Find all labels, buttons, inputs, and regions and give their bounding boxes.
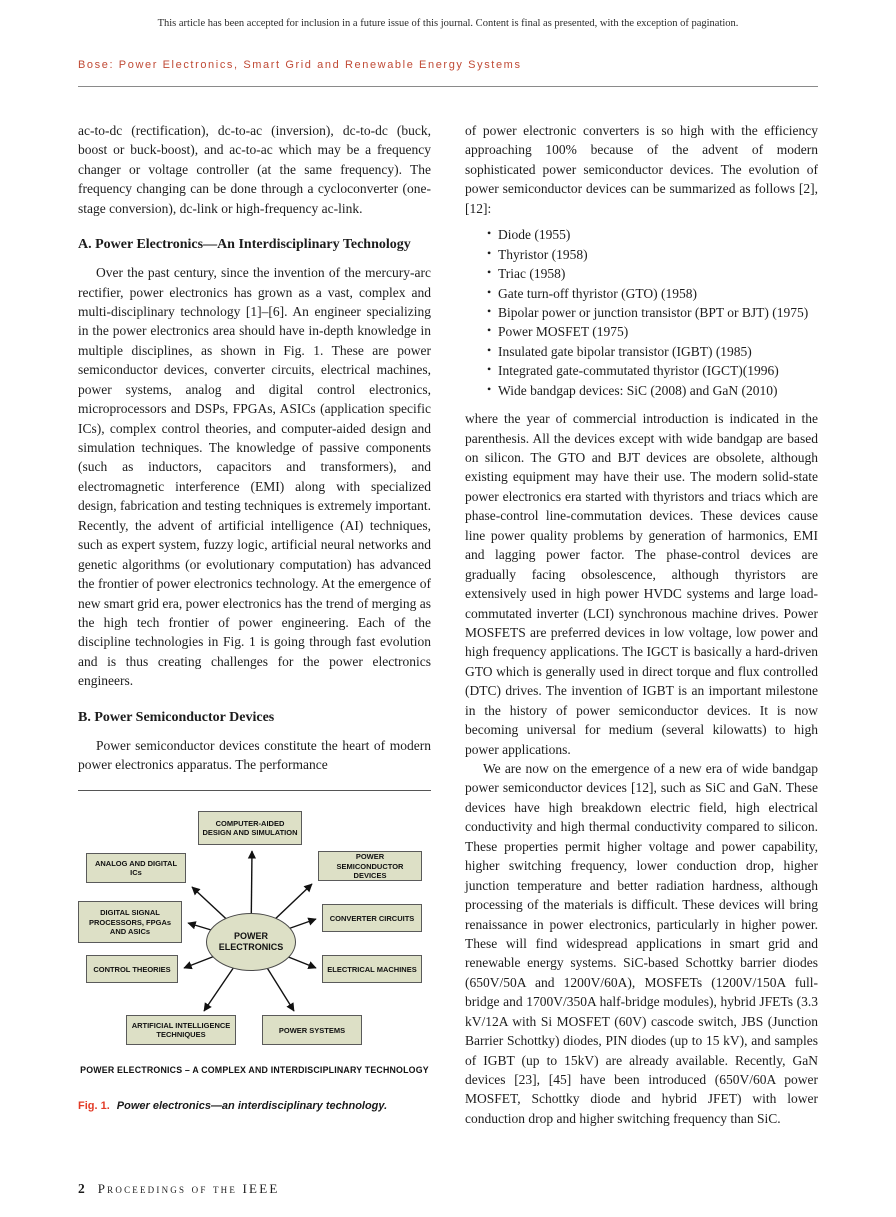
figure-top-rule [78,790,431,791]
node-dsp-fpga-asic: DIGITAL SIGNAL PROCESSORS, FPGAs AND ASICs [78,901,182,943]
acceptance-notice: This article has been accepted for inclusion in a future issue of this journal. Content is final as presented, with the exception of pagination. [157,18,739,29]
node-artificial-intelligence: ARTIFICIAL INTELLIGENCE TECHNIQUES [126,1015,236,1045]
node-power-semiconductor-devices: POWER SEMICONDUCTOR DEVICES [318,851,422,881]
node-control-theories: CONTROL THEORIES [86,955,178,983]
section-b-heading: B. Power Semiconductor Devices [78,709,275,725]
device-evolution-list [487,225,818,400]
list-item-igbt: • Insulated gate bipolar transistor (IGBT) (1985) [487,342,818,361]
intro-paragraph: ac-to-dc (rectification), dc-to-ac (inversion), dc-to-dc (buck, boost or buck-boost), and ac-to-ac which may be a frequency changer or voltage controller (at the same frequency). The frequency changing can be done through a cycloconverter (one-stage conversion), dc-link or high-frequency ac-link. [78,123,431,216]
interdisciplinary-diagram [78,811,431,1051]
page-footer [78,1181,279,1197]
list-item-bjt: • Bipolar power or junction transistor (BPT or BJT) (1975) [487,303,818,322]
list-item-mosfet: • Power MOSFET (1975) [487,322,818,341]
figure-caption-text: Power electronics—an interdisciplinary technology. [116,1100,388,1113]
node-analog-digital-ics: ANALOG AND DIGITAL ICs [86,853,186,883]
node-power-systems: POWER SYSTEMS [262,1015,362,1045]
running-head: Bose: Power Electronics, Smart Grid and Renewable Energy Systems [78,59,522,71]
section-a-heading: A. Power Electronics—An Interdisciplinary Technology [78,237,411,253]
figure-caption [78,1099,431,1115]
node-power-electronics-center: POWER ELECTRONICS [206,913,296,971]
section-a-paragraph: Over the past century, since the invention of the mercury-arc rectifier, power electronics has grown as a vast, complex and multi-disciplinary technology [1]–[6]. An engineer specializing in the power electronics area should have in-depth knowledge in multiple disciplines, as shown in Fig. 1. These are power semiconductor devices, converter circuits, electrical machines, power systems, analog and digital control electronics, microprocessors and DSPs, FPGAs, ASICs (application specific ICs), complex control theories, and computer-aided design and simulation techniques. The knowledge of passive components (such as inductors, capacitors and transformers), and electromagnetic interference (EMI) along with specialized design, fabrication and testing techniques is extremely important. Recently, the advent of artificial intelligence (AI) techniques, such as expert system, fuzzy logic, artificial neural networks and genetic algorithms (or evolutionary computation) has advanced the frontier of power electronics technology. At the emergence of new smart grid era, power electronics has the trend of merging as the high tech frontier of power engineering. Each of the discipline technologies in Fig. 1 is going through fast evolution and is thus creating challenges for the power electronics engineers. [78,265,431,689]
list-item-thyristor: • Thyristor (1958) [487,245,818,264]
figure-1 [78,790,431,1114]
section-b-paragraph: Power semiconductor devices constitute the heart of modern power electronics apparatus. The performance [78,737,431,773]
node-electrical-machines: ELECTRICAL MACHINES [322,955,422,983]
header-rule [78,86,818,87]
figure-caption-label: Fig. 1. [78,1100,110,1113]
node-converter-circuits: CONVERTER CIRCUITS [322,904,422,932]
list-item-gto: • Gate turn-off thyristor (GTO) (1958) [487,284,818,303]
list-item-igct: • Integrated gate-commutated thyristor (IGCT)(1996) [487,361,818,380]
figure-banner-text: POWER ELECTRONICS – A COMPLEX AND INTERDISCIPLINARY TECHNOLOGY [80,1065,429,1076]
wide-bandgap-paragraph: We are now on the emergence of a new era of wide bandgap power semiconductor devices [12], such as SiC and GaN. These devices have high breakdown electric field, high electrical conductivity and high thermal conductivity compared to silicon. These properties permit higher voltage and power capability, higher switching frequency, lower conduction drop, higher junction temperature and better radiation hardness, although processing of the materials is difficult. These devices will bring renaissance in power electronics, particularly in higher power. These will find widespread applications in smart grid and renewable energy systems. SiC-based Schottky barrier diodes (650V/50A and 1200V/60A), MOSFETs (1200V/150A full-bridge and 1700V/350A half-bridge modules), hybrid JFETs (3.3 kV/12A with Si MOSFET (60V) cascode switch, JBS (Junction Barrier Schottky) diodes, PIN diodes (up to 15 kV), and samples of IGBT (up to 15kV) are already available. Recently, GaN devices [23], [45] have been introduced (650V/60A power MOSFET, Schottky diode and hybrid JFET) with lower conduction drop and higher switching frequency than SiC. [465,761,818,1126]
right-column [465,121,818,1128]
node-computer-aided-design: COMPUTER-AIDED DESIGN AND SIMULATION [198,811,302,845]
list-item-triac: • Triac (1958) [487,264,818,283]
device-history-paragraph: where the year of commercial introduction is indicated in the parenthesis. All the devices except with wide bandgap are based on silicon. The GTO and BJT devices are obsolete, although existing equipment may have their use. The modern solid-state power electronics era started with thyristors and triacs which are phase-control line-commutation devices. These devices cause line power quality problems by generation of harmonics, EMI and lagging power factor. The phase-control devices are gradually facing obsolescence, although thyristors are extensively used in high power HVDC systems and large load-commutated inverter (LCI) synchronous machine drives. Power MOSFETS are preferred devices in low voltage, low power and high frequency applications. The IGCT is basically a hard-driven GTO which is generally used in direct torque and flux controlled (DTC) drives. The invention of IGBT is an important milestone in the history of power semiconductor devices. It is now becoming universal for medium (several kilowatts) to high power applications. [465,411,818,757]
page-number: 2 [78,1181,85,1196]
journal-title: Proceedings of the IEEE [97,1181,280,1196]
list-item-wide-bandgap: • Wide bandgap devices: SiC (2008) and GaN (2010) [487,381,818,400]
devices-intro-paragraph: of power electronic converters is so high with the efficiency approaching 100% because of the advent of modern sophisticated power semiconductor devices. The evolution of power semiconductor devices can be summarized as follows [2], [12]: [465,123,818,216]
two-column-body [78,121,818,1128]
left-column [78,121,431,1128]
list-item-diode: • Diode (1955) [487,225,818,244]
